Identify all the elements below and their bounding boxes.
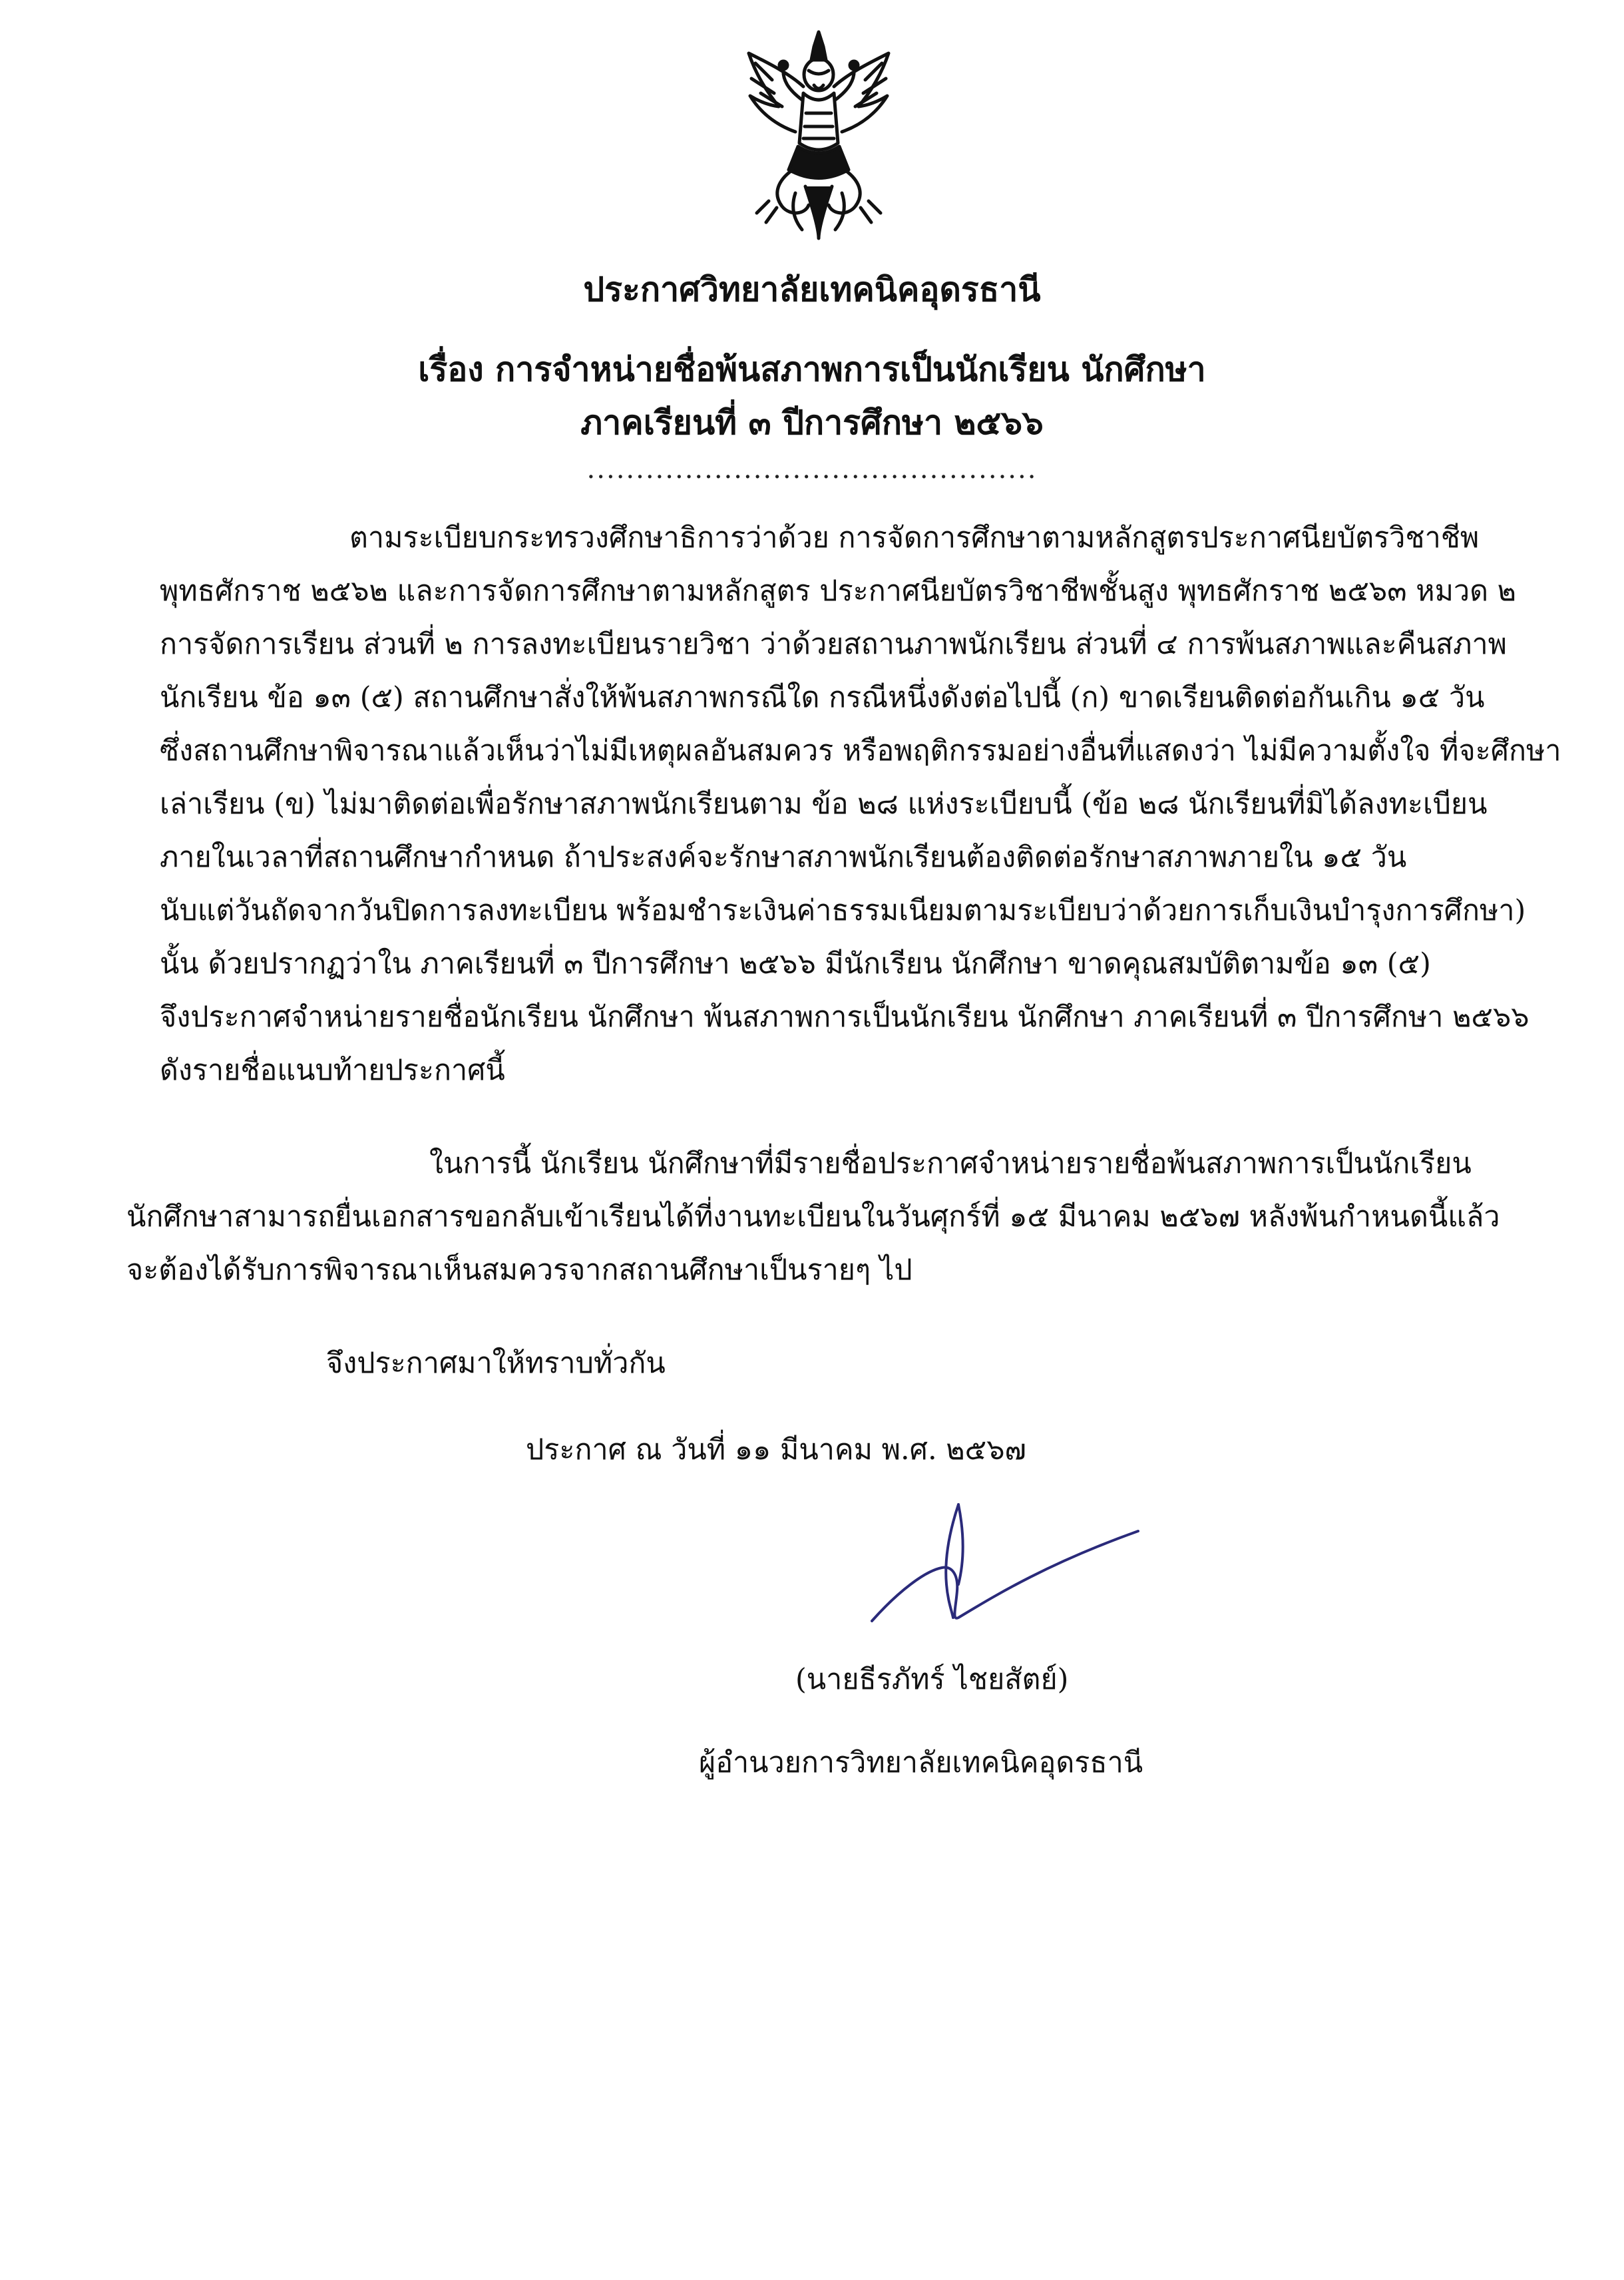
closing-statement: จึงประกาศมาให้ทราบทั่วกัน [326,1347,666,1380]
announcement-term: ภาคเรียนที่ ๓ ปีการศึกษา ๒๕๖๖ [580,403,1044,442]
paragraph1-line: ซึ่งสถานศึกษาพิจารณาแล้วเห็นว่าไม่มีเหตุผลอันสมควร หรือพฤติกรรมอย่างอื่นที่แสดงว่า ไม่มีความตั้งใจ ที่จะศึกษา [160,734,1561,768]
signatory-name: (นายธีรภัทร์ ไชยสัตย์) [795,1663,1069,1696]
signatory-title: ผู้อำนวยการวิทยาลัยเทคนิคอุดรธานี [699,1746,1143,1779]
title-separator: .............................................. [586,454,1038,485]
paragraph1-line: นักเรียน ข้อ ๑๓ (๕) สถานศึกษาสั่งให้พ้นสภาพกรณีใด กรณีหนึ่งดังต่อไปนี้ (ก) ขาดเรียนติดต่อกันเกิน ๑๕ วัน [160,681,1485,714]
paragraph1-line: ดังรายชื่อแนบท้ายประกาศนี้ [160,1054,505,1087]
paragraph1-line: ภายในเวลาที่สถานศึกษากำหนด ถ้าประสงค์จะรักษาสภาพนักเรียนต้องติดต่อรักษาสภาพภายใน ๑๕ วัน [160,841,1407,874]
paragraph1-line: การจัดการเรียน ส่วนที่ ๒ การลงทะเบียนรายวิชา ว่าด้วยสถานภาพนักเรียน ส่วนที่ ๔ การพ้นสภาพและคืนสภาพ [160,628,1507,661]
paragraph1-line: ตามระเบียบกระทรวงศึกษาธิการว่าด้วย การจัดการศึกษาตามหลักสูตรประกาศนียบัตรวิชาชีพ [349,521,1480,555]
announcement-title: ประกาศวิทยาลัยเทคนิคอุดรธานี [583,270,1041,309]
handwritten-signature-icon [859,1491,1151,1644]
announcement-date: ประกาศ ณ วันที่ ๑๑ มีนาคม พ.ศ. ๒๕๖๗ [526,1433,1026,1467]
paragraph1-line: นับแต่วันถัดจากวันปิดการลงทะเบียน พร้อมชำระเงินค่าธรรมเนียมตามระเบียบว่าด้วยการเก็บเงินบำรุงการศึกษา) [160,894,1526,927]
paragraph2-line: ในการนี้ นักเรียน นักศึกษาที่มีรายชื่อประกาศจำหน่ายรายชื่อพ้นสภาพการเป็นนักเรียน [429,1147,1472,1180]
paragraph1-line: พุทธศักราช ๒๕๖๒ และการจัดการศึกษาตามหลักสูตร ประกาศนียบัตรวิชาชีพชั้นสูง พุทธศักราช ๒๕๖๓ หมวด ๒ [160,574,1517,608]
paragraph1-line: นั้น ด้วยปรากฏว่าใน ภาคเรียนที่ ๓ ปีการศึกษา ๒๕๖๖ มีนักเรียน นักศึกษา ขาดคุณสมบัติตามข้อ ๑๓ (๕) [160,947,1431,981]
paragraph1-line: จึงประกาศจำหน่ายรายชื่อนักเรียน นักศึกษา พ้นสภาพการเป็นนักเรียน นักศึกษา ภาคเรียนที่ ๓ ปีการศึกษา ๒๕๖๖ [160,1001,1529,1034]
paragraph2-line: นักศึกษาสามารถยื่นเอกสารขอกลับเข้าเรียนได้ที่งานทะเบียนในวันศุกร์ที่ ๑๕ มีนาคม ๒๕๖๗ หลังพ้นกำหนดนี้แล้ว [126,1200,1500,1234]
paragraph2-line: จะต้องได้รับการพิจารณาเห็นสมควรจากสถานศึกษาเป็นรายๆ ไป [126,1254,913,1287]
paragraph1-line: เล่าเรียน (ข) ไม่มาติดต่อเพื่อรักษาสภาพนักเรียนตาม ข้อ ๒๘ แห่งระเบียบนี้ (ข้อ ๒๘ นักเรียนที่มิได้ลงทะเบียน [160,788,1488,821]
announcement-subject: เรื่อง การจำหน่ายชื่อพ้นสภาพการเป็นนักเรียน นักศึกษา [418,349,1206,389]
garuda-emblem-icon [742,27,895,246]
